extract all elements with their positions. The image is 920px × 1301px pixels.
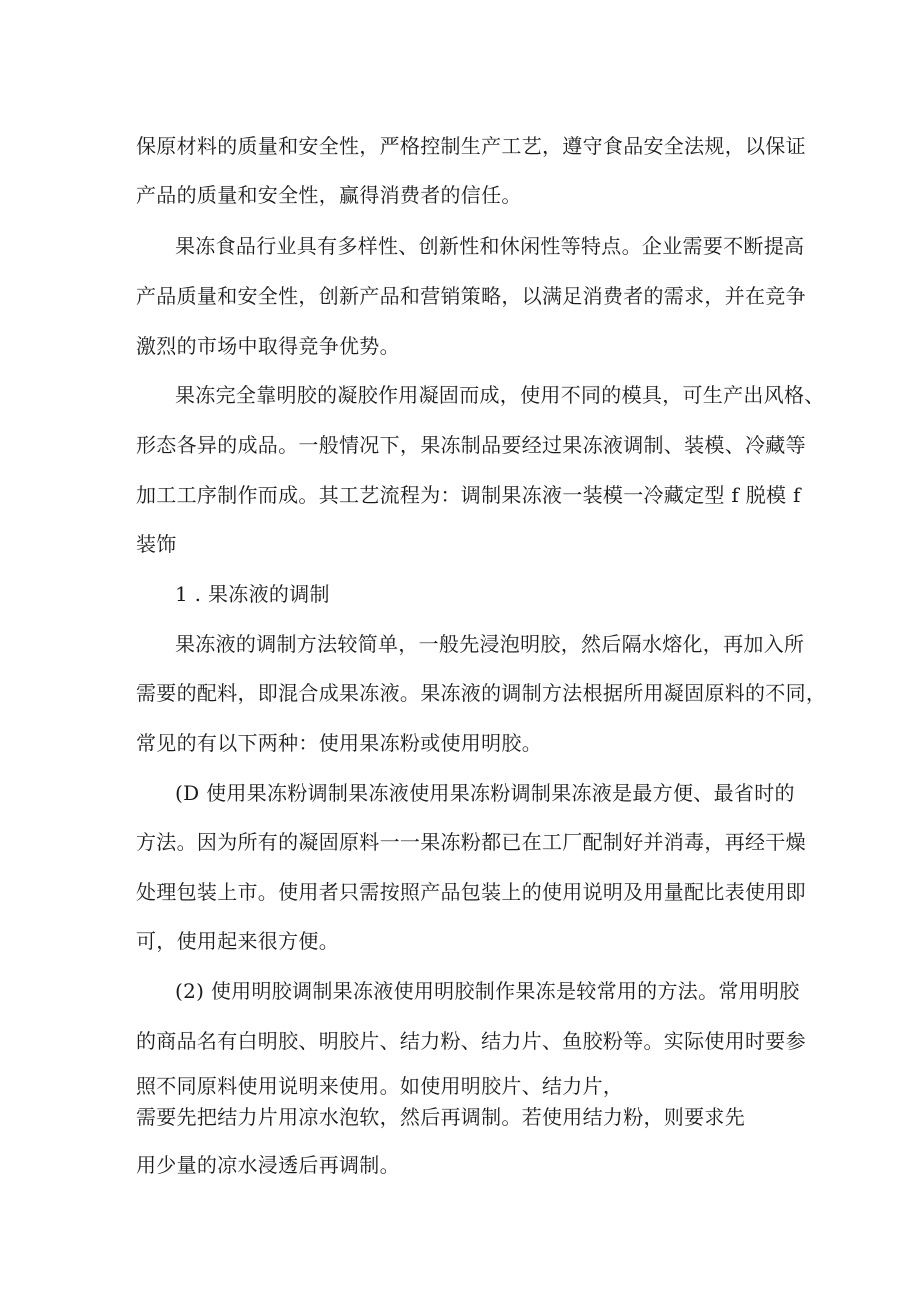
- text-line: 形态各异的成品。一般情况下，果冻制品要经过果冻液调制、装模、冷藏等: [136, 433, 806, 457]
- text-line: 用少量的凉水浸透后再调制。: [136, 1153, 400, 1177]
- text-line: 可，使用起来很方便。: [136, 929, 339, 953]
- text-line: 方法。因为所有的凝固原料一一果冻粉都已在工厂配制好并消毒，再经干燥: [136, 830, 806, 854]
- text-line: 常见的有以下两种：使用果冻粉或使用明胶。: [136, 731, 542, 755]
- paragraph-start-line: 果冻完全靠明胶的凝胶作用凝固而成，使用不同的模具，可生产出风格、: [175, 383, 825, 407]
- text-line: 的商品名有白明胶、明胶片、结力粉、结力片、鱼胶粉等。实际使用时要参: [136, 1029, 806, 1053]
- text-line: 需要先把结力片用凉水泡软，然后再调制。若使用结力粉，则要求先: [136, 1105, 745, 1129]
- paragraph-start-line: (2) 使用明胶调制果冻液使用明胶制作果冻是较常用的方法。常用明胶: [175, 979, 800, 1003]
- paragraph-start-line: 果冻液的调制方法较简单，一般先浸泡明胶，然后隔水熔化，再加入所: [175, 632, 805, 656]
- text-line: 保原材料的质量和安全性，严格控制生产工艺，遵守食品安全法规，以保证: [136, 134, 806, 158]
- text-line: 处理包装上市。使用者只需按照产品包装上的使用说明及用量配比表使用即: [136, 880, 806, 904]
- text-line: 照不同原料使用说明来使用。如使用明胶片、结力片，: [136, 1074, 624, 1098]
- paragraph-start-line: 果冻食品行业具有多样性、创新性和休闲性等特点。企业需要不断提高: [175, 234, 805, 258]
- text-line: 装饰: [136, 532, 177, 556]
- text-line: 加工工序制作而成。其工艺流程为：调制果冻液一装模一冷藏定型 f 脱模 f: [136, 483, 801, 507]
- text-line: 产品的质量和安全性，赢得消费者的信任。: [136, 183, 522, 207]
- section-heading: 1 . 果冻液的调制: [175, 582, 330, 606]
- text-line: 需要的配料，即混合成果冻液。果冻液的调制方法根据所用凝固原料的不同，: [136, 681, 827, 705]
- text-line: 产品质量和安全性，创新产品和营销策略，以满足消费者的需求，并在竞争: [136, 284, 806, 308]
- text-line: 激烈的市场中取得竞争优势。: [136, 334, 400, 358]
- paragraph-start-line: (D 使用果冻粉调制果冻液使用果冻粉调制果冻液是最方便、最省时的: [175, 781, 795, 805]
